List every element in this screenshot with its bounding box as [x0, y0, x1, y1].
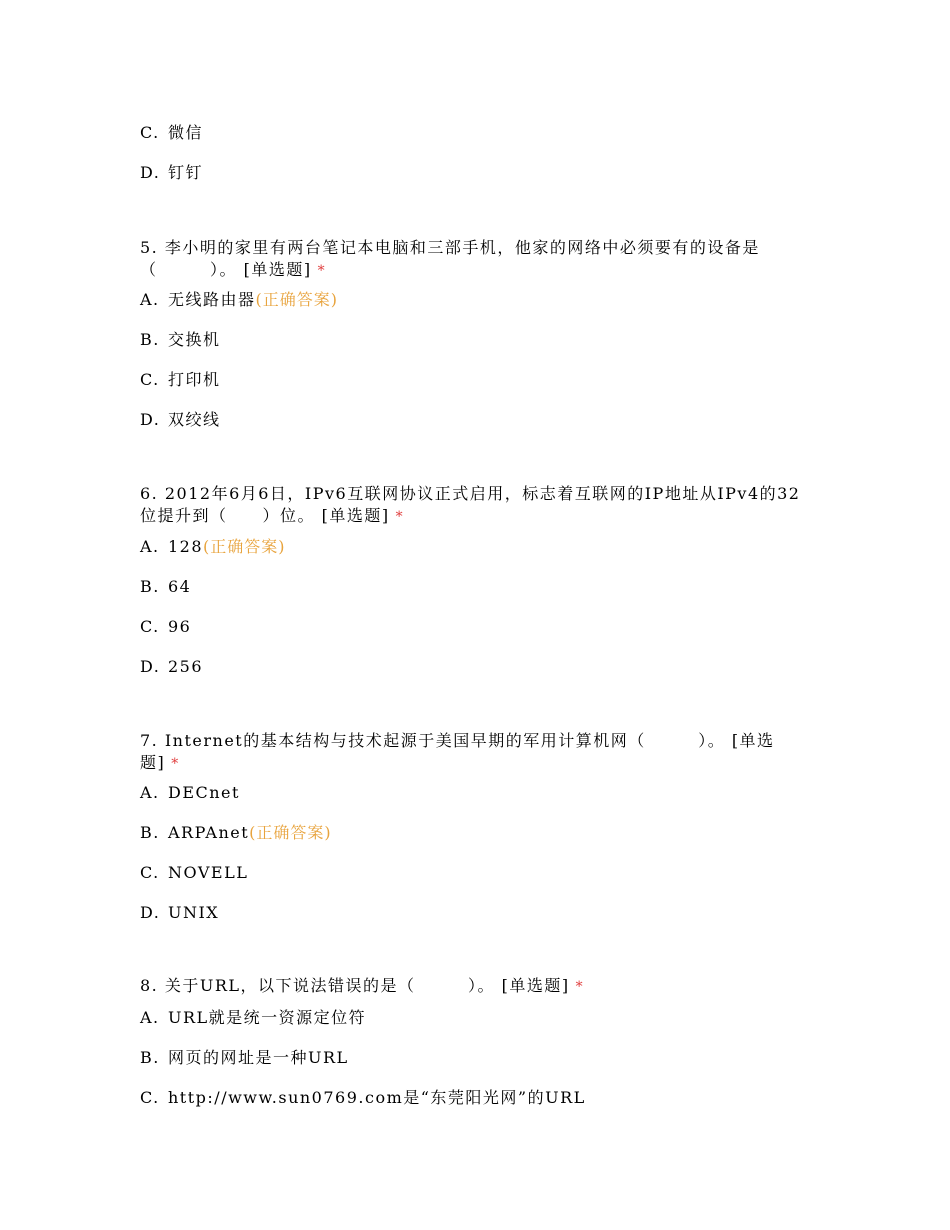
- option-q6-b[interactable]: B. 64: [140, 577, 192, 596]
- option-q6-c[interactable]: C. 96: [140, 617, 192, 636]
- option-q5-a[interactable]: A. 无线路由器(正确答案): [140, 290, 339, 309]
- question-5-text: 5. 李小明的家里有两台笔记本电脑和三部手机，他家的网络中必须要有的设备是（ ）。 [单选题] *: [140, 238, 760, 279]
- option-q7-d[interactable]: D. UNIX: [140, 903, 220, 922]
- question-6-text: 6. 2012年6月6日，IPv6互联网协议正式启用，标志着互联网的IP地址从IPv4的32位提升到（ ）位。 [单选题] *: [140, 484, 801, 525]
- required-mark: *: [575, 979, 585, 995]
- correct-answer-tag: (正确答案): [249, 823, 332, 842]
- required-mark: *: [171, 756, 180, 772]
- required-mark: *: [317, 263, 327, 279]
- correct-answer-tag: (正确答案): [255, 290, 339, 309]
- option-q5-b[interactable]: B. 交换机: [140, 330, 221, 349]
- option-q8-b[interactable]: B. 网页的网址是一种URL: [140, 1048, 349, 1067]
- option-q7-c[interactable]: C. NOVELL: [140, 863, 249, 882]
- option-q8-c[interactable]: C. http://www.sun0769.com是“东莞阳光网”的URL: [140, 1088, 586, 1107]
- question-7-text: 7. Internet的基本结构与技术起源于美国早期的军用计算机网（ ）。 [单选题] *: [140, 731, 775, 772]
- option-q4-d[interactable]: D. 钉钉: [140, 163, 204, 182]
- required-mark: *: [395, 509, 405, 525]
- option-q5-d[interactable]: D. 双绞线: [140, 410, 221, 429]
- question-8-text: 8. 关于URL，以下说法错误的是（ ）。 [单选题] *: [140, 976, 585, 995]
- option-q7-a[interactable]: A. DECnet: [140, 783, 240, 802]
- option-q8-a[interactable]: A. URL就是统一资源定位符: [140, 1008, 367, 1027]
- option-q7-b[interactable]: B. ARPAnet(正确答案): [140, 823, 332, 842]
- option-q4-c[interactable]: C. 微信: [140, 123, 204, 142]
- correct-answer-tag: (正确答案): [203, 537, 286, 556]
- option-q6-a[interactable]: A. 128(正确答案): [140, 537, 286, 556]
- option-q6-d[interactable]: D. 256: [140, 657, 204, 676]
- option-q5-c[interactable]: C. 打印机: [140, 370, 221, 389]
